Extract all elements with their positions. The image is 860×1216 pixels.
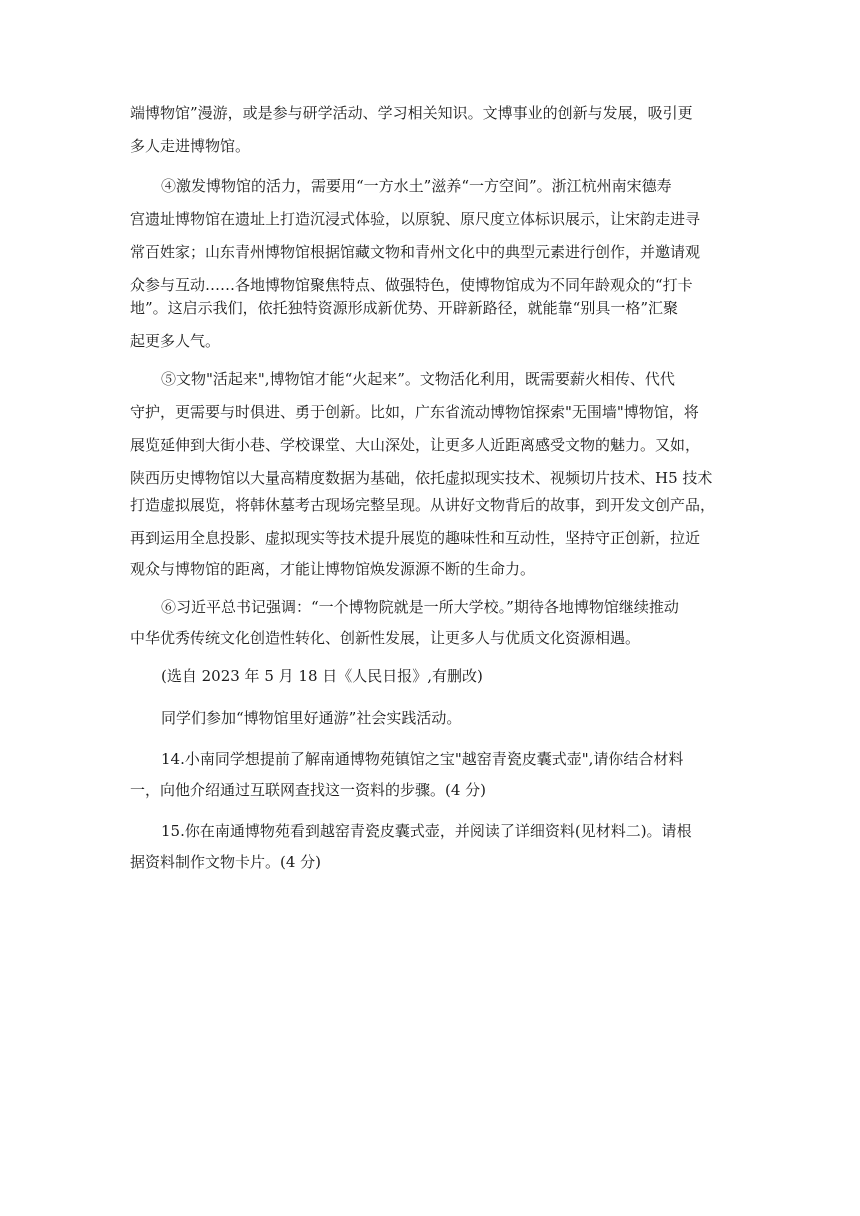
paragraph-5-line-2: 守护，更需要与时俱进、勇于创新。比如，广东省流动博物馆探索"无围墙"博物馆，将	[130, 403, 699, 421]
question-15-line-1: 15.你在南通博物苑看到越窑青瓷皮囊式壶，并阅读了详细资料(见材料二)。请根	[161, 822, 692, 840]
question-14-line-2: 一，向他介绍通过互联网查找这一资料的步骤。(4 分)	[130, 781, 487, 799]
paragraph-4-line-4: 众参与互动……各地博物馆聚焦特点、做强特色，使博物馆成为不同年龄观众的“打卡	[130, 276, 693, 294]
paragraph-4-line-1: ④激发博物馆的活力，需要用“一方水土”滋养“一方空间”。浙江杭州南宋德寿	[161, 177, 672, 195]
question-14-line-1: 14.小南同学想提前了解南通博物苑镇馆之宝"越窑青瓷皮囊式壶",请你结合材料	[161, 750, 684, 768]
question-15-line-2: 据资料制作文物卡片。(4 分)	[130, 853, 322, 871]
paragraph-6-line-1: ⑥习近平总书记强调：“一个博物院就是一所大学校。”期待各地博物馆继续推动	[161, 598, 679, 616]
paragraph-5-line-4: 陕西历史博物馆以大量高精度数据为基础，依托虚拟现实技术、视频切片技术、H5 技术	[130, 469, 713, 487]
paragraph-4-line-6: 起更多人气。	[130, 332, 221, 350]
paragraph-5-line-7: 观众与博物馆的距离，才能让博物馆焕发源源不断的生命力。	[130, 560, 536, 578]
paragraph-5-line-5: 打造虚拟展览，将韩休墓考古现场完整呈现。从讲好文物背后的故事，到开发文创产品，	[130, 496, 716, 514]
paragraph-5-line-1: ⑤文物"活起来",博物馆才能“火起来”。文物活化利用，既需要薪火相传、代代	[161, 370, 675, 388]
paragraph-5-line-3: 展览延伸到大街小巷、学校课堂、大山深处，让更多人近距离感受文物的魅力。又如，	[130, 436, 701, 454]
activity-intro: 同学们参加“博物馆里好通游”社会实践活动。	[161, 709, 462, 727]
paragraph-4-line-3: 常百姓家；山东青州博物馆根据馆藏文物和青州文化中的典型元素进行创作，并邀请观	[130, 243, 701, 261]
paragraph-5-line-6: 再到运用全息投影、虚拟现实等技术提升展览的趣味性和互动性，坚持守正创新，拉近	[130, 529, 701, 547]
paragraph-6-line-2: 中华优秀传统文化创造性转化、创新性发展，让更多人与优质文化资源相遇。	[130, 629, 641, 647]
paragraph-3-line-2: 多人走进博物馆。	[130, 137, 251, 155]
paragraph-4-line-2: 宫遗址博物馆在遗址上打造沉浸式体验，以原貌、原尺度立体标识展示，让宋韵走进寻	[130, 210, 701, 228]
source-citation: (选自 2023 年 5 月 18 日《人民日报》,有删改)	[161, 667, 483, 685]
paragraph-3-line-1: 端博物馆”漫游，或是参与研学活动、学习相关知识。文博事业的创新与发展，吸引更	[130, 104, 693, 122]
paragraph-4-line-5: 地”。这启示我们，依托独特资源形成新优势、开辟新路径，就能靠“别具一格”汇聚	[130, 299, 679, 317]
